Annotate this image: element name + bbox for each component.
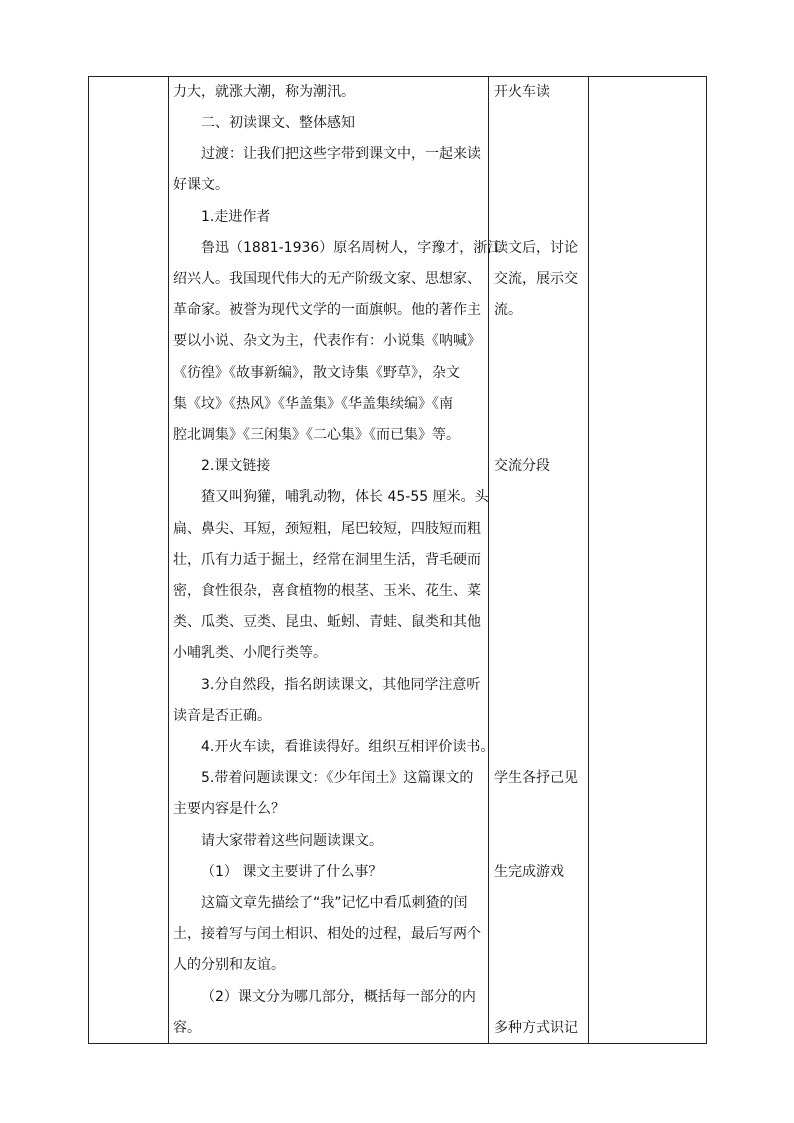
text-line: 容。 <box>173 1020 201 1036</box>
text-line: 好课文。 <box>173 177 229 193</box>
text-line: 革命家。被誉为现代文学的一面旗帜。他的著作主 <box>173 302 481 318</box>
text-line: 3.分自然段，指名朗读课文，其他同学注意听 <box>201 677 481 693</box>
text-line: 《彷徨》《故事新编》，散文诗集《野草》，杂文 <box>173 365 460 381</box>
text-line: 小哺乳类、小爬行类等。 <box>173 645 327 661</box>
text-line: 扁、鼻尖、耳短，颈短粗，尾巴较短，四肢短而粗 <box>173 521 481 537</box>
text-line: 土，接着写与闰土相识、相处的过程，最后写两个 <box>173 926 481 942</box>
student-activity: 读文后，讨论 <box>494 240 578 256</box>
student-activity: 生完成游戏 <box>494 864 564 880</box>
text-line: 人的分别和友谊。 <box>173 957 285 973</box>
text-line: 力大，就涨大潮，称为潮汛。 <box>173 84 355 100</box>
column-divider <box>588 77 589 1043</box>
text-line: 壮，爪有力适于掘土，经常在洞里生活，背毛硬而 <box>173 552 481 568</box>
column-divider <box>168 77 169 1043</box>
subsection-heading: 1.走进作者 <box>201 209 271 225</box>
student-activity: 多种方式识记 <box>494 1020 578 1036</box>
student-activity: 交流分段 <box>494 458 550 474</box>
text-line: 鲁迅（1881-1936）原名周树人，字豫才，浙江 <box>201 240 502 256</box>
text-line: 类、瓜类、豆类、昆虫、蚯蚓、青蛙、鼠类和其他 <box>173 614 481 630</box>
text-line: 读音是否正确。 <box>173 708 271 724</box>
text-line: 过渡：让我们把这些字带到课文中，一起来读 <box>201 146 481 162</box>
text-line: 要以小说、杂文为主，代表作有：小说集《呐喊》 <box>173 333 481 349</box>
text-line: 密，食性很杂，喜食植物的根茎、玉米、花生、菜 <box>173 583 481 599</box>
text-line: 猹又叫狗獾，哺乳动物，体长 45-55 厘米。头 <box>201 489 489 505</box>
student-activity: 开火车读 <box>494 84 550 100</box>
subsection-heading: 2.课文链接 <box>201 458 271 474</box>
text-line: 腔北调集》《三闲集》《二心集》《而已集》等。 <box>173 427 460 443</box>
text-line: 这篇文章先描绘了“我”记忆中看瓜刺猹的闰 <box>201 895 468 911</box>
student-activity: 流。 <box>494 302 522 318</box>
column-divider <box>488 77 489 1043</box>
question-line: （2）课文分为哪几部分，概括每一部分的内 <box>201 989 476 1005</box>
student-activity: 交流，展示交 <box>494 271 578 287</box>
section-heading: 二、初读课文、整体感知 <box>201 115 355 131</box>
text-line: 请大家带着这些问题读课文。 <box>201 833 383 849</box>
question-line: （1） 课文主要讲了什么事？ <box>201 864 383 880</box>
student-activity: 学生各抒己见 <box>494 770 578 786</box>
text-line: 主要内容是什么？ <box>173 801 285 817</box>
text-line: 绍兴人。我国现代伟大的无产阶级文家、思想家、 <box>173 271 481 287</box>
text-line: 集《坟》《热风》《华盖集》《华盖集续编》《南 <box>173 396 453 412</box>
text-line: 5.带着问题读课文：《少年闰土》这篇课文的 <box>201 770 474 786</box>
text-line: 4.开火车读，看谁读得好。组织互相评价读书。 <box>201 739 495 755</box>
